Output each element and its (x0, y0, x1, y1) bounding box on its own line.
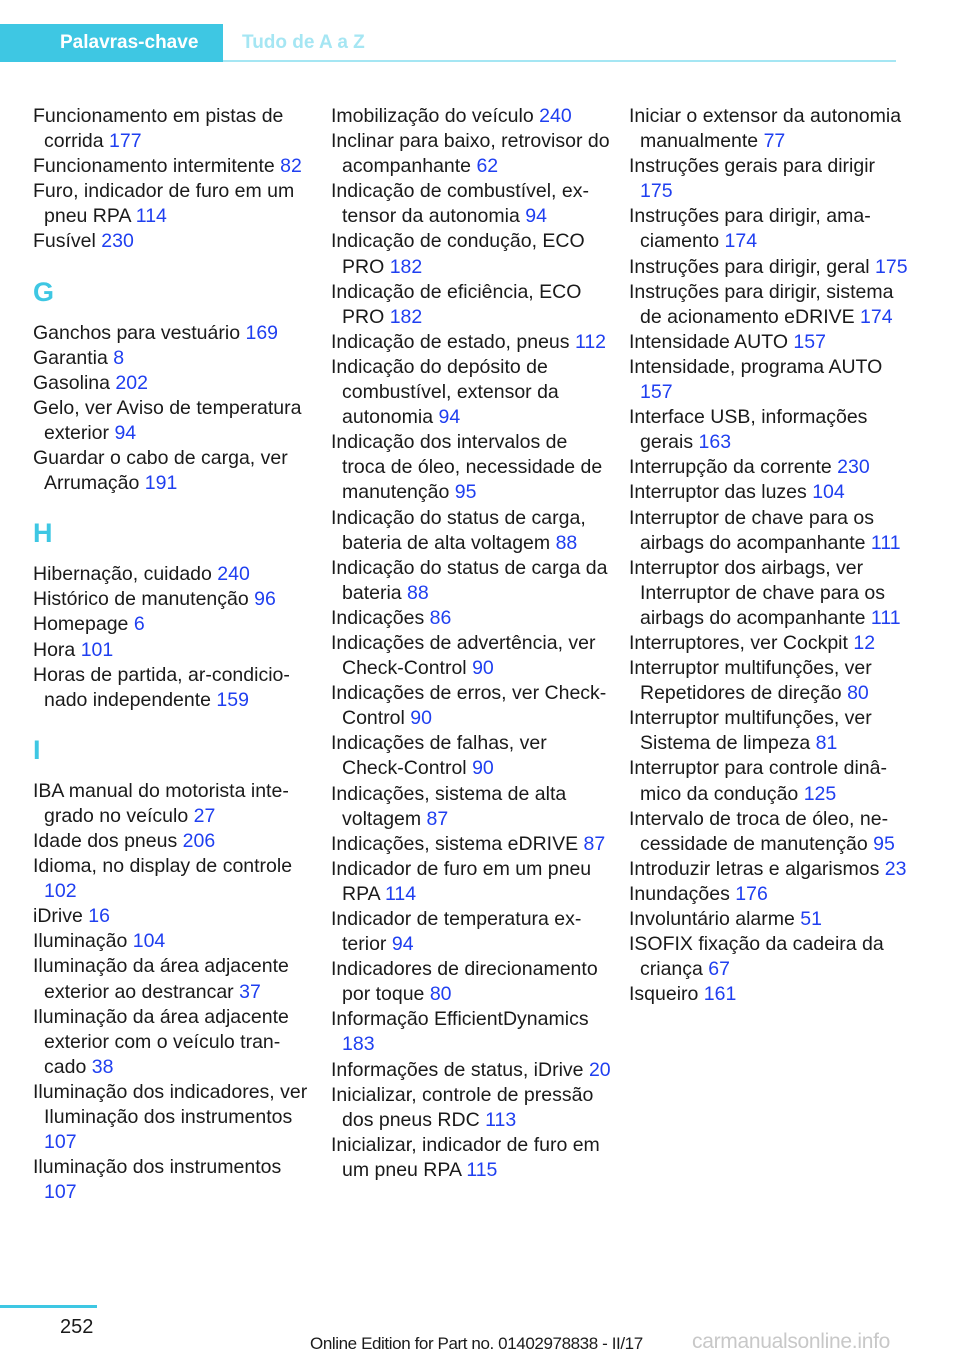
index-entry (629, 756, 909, 806)
page-link[interactable]: 88 (555, 531, 578, 554)
entry-term: Indicador de furo em um pneu RPA (331, 857, 592, 905)
page-link[interactable]: 230 (101, 230, 134, 253)
footer-divider (0, 1305, 97, 1308)
page-link[interactable]: 82 (280, 155, 302, 178)
page-link[interactable]: 240 (217, 563, 250, 586)
entry-term: Imobilização do veículo (331, 105, 534, 127)
index-entry (629, 907, 909, 932)
page-link[interactable]: 94 (114, 421, 137, 444)
page-link[interactable]: 182 (389, 255, 423, 278)
entry-term: Indicações de erros, ver Check-Control (331, 682, 607, 730)
entry-term: Inicializar, indicador de furo em um pneu RPA (331, 1133, 600, 1181)
index-entry (331, 1083, 611, 1133)
page-link[interactable]: 90 (410, 707, 432, 730)
index-entry (33, 154, 313, 179)
index-entry (33, 1005, 313, 1080)
page-link[interactable]: 94 (438, 406, 461, 429)
page-link[interactable]: 159 (216, 688, 249, 711)
page-link[interactable]: 94 (525, 205, 547, 228)
page-link[interactable]: 96 (254, 588, 276, 611)
index-entry (33, 179, 313, 229)
entry-term: Indicações de advertência, ver Check-Control (331, 631, 596, 680)
index-entry (629, 104, 909, 154)
entry-term: Instruções para dirigir, amaciamento (629, 205, 871, 253)
page-link[interactable]: 6 (133, 613, 145, 636)
index-entry (629, 204, 909, 254)
entry-term: Informações de status, iDrive (331, 1058, 584, 1081)
index-entry (331, 832, 611, 857)
entry-term: Homepage (33, 613, 129, 636)
index-entry (33, 396, 313, 446)
page-link[interactable]: 115 (466, 1158, 498, 1181)
page-link[interactable]: 101 (80, 638, 114, 661)
page-link[interactable]: 157 (640, 381, 673, 404)
section-letter: I (33, 734, 41, 765)
entry-term: Involuntário alarme (629, 908, 795, 930)
index-entry (629, 982, 909, 1007)
page-link[interactable]: 90 (472, 757, 494, 780)
index-entry (331, 957, 611, 1007)
index-column-1 (33, 104, 313, 1205)
page-link[interactable]: 87 (426, 807, 449, 830)
index-entry (331, 104, 611, 129)
index-entry (33, 446, 313, 496)
page-link[interactable]: 169 (245, 321, 279, 344)
index-entry (331, 631, 611, 681)
index-entry (629, 255, 909, 280)
page-link[interactable]: 191 (144, 472, 178, 495)
entry-term: Indicações, sistema eDRIVE (331, 832, 579, 855)
page-link[interactable]: 174 (724, 230, 758, 253)
entry-term: Funcionamento em pistas de corrida (33, 105, 284, 153)
entry-term: Indicação de combustível, extensor da autonomia (331, 180, 589, 228)
index-entry (33, 954, 313, 1004)
entry-term: Instruções para dirigir, sistema de acionamento eDRIVE (629, 280, 894, 328)
page-link[interactable]: 107 (44, 1181, 77, 1204)
entry-term: Indicações, sistema de alta voltagem (331, 782, 567, 830)
index-entry (33, 321, 313, 346)
entry-term: Hora (33, 638, 76, 661)
index-entry (629, 330, 909, 355)
page-link[interactable]: 80 (429, 983, 452, 1006)
entry-term: Funcionamento intermitente (33, 155, 275, 178)
page-link[interactable]: 111 (870, 531, 901, 554)
entry-term: Indicação do status de carga, bateria de alta voltagem (331, 506, 586, 554)
index-entry (33, 229, 313, 254)
index-column-2 (331, 104, 611, 1183)
page-link[interactable]: 157 (793, 330, 826, 353)
page-link[interactable]: 38 (91, 1055, 114, 1078)
page-link[interactable]: 87 (583, 832, 606, 855)
header-divider (223, 60, 896, 62)
entry-term: Indicador de temperatura exterior (331, 908, 582, 956)
page-link[interactable]: 206 (182, 829, 216, 852)
index-entry (33, 854, 313, 904)
entry-term: Iluminação da área adjacente exterior com o veículo trancado (33, 1005, 289, 1078)
entry-term: Indicação de condução, ECO PRO (331, 230, 585, 278)
page-link[interactable]: 90 (472, 657, 494, 680)
page-link[interactable]: 240 (539, 105, 572, 127)
index-entry (331, 907, 611, 957)
page-link[interactable]: 27 (193, 804, 216, 827)
entry-term: ISOFIX fixação da cadeira da criança (629, 933, 884, 981)
page-link[interactable]: 114 (135, 205, 167, 228)
index-entry (331, 731, 611, 781)
entry-term: Histórico de manutenção (33, 588, 249, 611)
index-entry (629, 631, 909, 656)
page-link[interactable]: 20 (588, 1058, 611, 1081)
entry-term: Interruptor para controle dinâmico da condução (629, 757, 887, 805)
entry-term: Garantia (33, 346, 108, 369)
page-link[interactable]: 114 (385, 882, 417, 905)
index-entry (33, 929, 313, 954)
index-entry (629, 455, 909, 480)
index-entry (33, 346, 313, 371)
entry-term: Iluminação da área adjacente exterior ao destrancar (33, 955, 289, 1003)
page-link[interactable]: 86 (429, 606, 452, 629)
entry-term: Interruptor de chave para os airbags do acompanhante (629, 506, 874, 554)
section-letter: G (33, 276, 55, 307)
entry-term: Interruptor multifunções, ver Sistema de limpeza (629, 707, 872, 755)
index-entry (629, 506, 909, 556)
index-entry (331, 782, 611, 832)
watermark: carmanualsonline.info (692, 1330, 890, 1353)
page-link[interactable]: 77 (763, 130, 786, 153)
index-entry (331, 229, 611, 279)
entry-term: Introduzir letras e algarismos (629, 857, 880, 880)
index-entry (33, 562, 313, 587)
index-entry (629, 556, 909, 631)
entry-term: Inundações (629, 882, 730, 905)
page-link[interactable]: 88 (407, 581, 429, 604)
index-entry (33, 1080, 313, 1155)
entry-term: Interruptor das luzes (629, 481, 807, 504)
tab-palavras-chave[interactable]: Palavras-chave (0, 24, 223, 62)
entry-term: Indicação de eficiência, ECO PRO (331, 280, 582, 328)
page-link[interactable]: 107 (44, 1131, 77, 1154)
entry-term: Idioma, no display de controle (33, 855, 293, 878)
index-entry (331, 556, 611, 606)
page-link[interactable]: 62 (476, 155, 499, 178)
page-link[interactable]: 102 (44, 880, 77, 903)
index-entry (629, 154, 909, 204)
index-entry (33, 779, 313, 829)
entry-term: Indicações (331, 606, 425, 629)
page-header (0, 24, 896, 62)
index-entry (629, 706, 909, 756)
page-link[interactable]: 113 (485, 1108, 517, 1131)
entry-term: Gasolina (33, 371, 110, 394)
entry-term: Isqueiro (629, 983, 699, 1006)
page-link[interactable]: 182 (389, 305, 423, 328)
index-entry (33, 663, 313, 713)
entry-term: Gelo, ver Aviso de temperatura exterior (33, 396, 302, 444)
page-link[interactable]: 202 (115, 371, 148, 394)
index-entry (331, 330, 611, 355)
entry-term: Iluminação dos indicadores, ver Iluminação dos instrumentos (33, 1080, 308, 1128)
entry-term: iDrive (33, 905, 83, 928)
page-link[interactable]: 163 (698, 431, 732, 454)
page-link[interactable]: 175 (640, 180, 673, 203)
entry-term: Indicações de falhas, ver Check-Control (331, 732, 547, 780)
index-entry (629, 807, 909, 857)
entry-term: Horas de partida, ar-condicionado independente (33, 663, 290, 711)
page-link[interactable]: 177 (109, 130, 142, 153)
entry-term: Interruptor multifunções, ver Repetidores de direção (629, 657, 872, 705)
page-link[interactable]: 175 (875, 255, 908, 278)
index-column-3 (629, 104, 909, 1007)
entry-term: Iluminação (33, 930, 128, 953)
page-link[interactable]: 67 (708, 958, 730, 981)
page-link[interactable]: 174 (860, 305, 893, 328)
tab-tudo-de-a-a-z[interactable]: Tudo de A a Z (242, 32, 365, 53)
entry-term: Intensidade, programa AUTO (629, 355, 883, 378)
entry-term: Iniciar o extensor da autonomia manualmente (629, 105, 902, 153)
page-link[interactable]: 125 (803, 782, 837, 805)
page-link[interactable]: 104 (812, 481, 845, 504)
index-entry (33, 612, 313, 637)
index-entry (331, 857, 611, 907)
page-link[interactable]: 230 (837, 456, 870, 479)
page-link[interactable]: 112 (574, 330, 607, 353)
index-entry (33, 904, 313, 929)
entry-term: Intensidade AUTO (629, 330, 788, 353)
entry-term: Inicializar, controle de pressão dos pneus RDC (331, 1083, 594, 1131)
page-link[interactable]: 95 (873, 832, 895, 855)
index-entry (629, 480, 909, 505)
index-entry (629, 882, 909, 907)
section-letter: H (33, 518, 53, 549)
entry-term: Guardar o cabo de carga, ver Arrumação (33, 447, 288, 495)
index-entry (331, 1058, 611, 1083)
entry-term: Interface USB, informações gerais (629, 406, 868, 454)
page-link[interactable]: 94 (391, 933, 414, 956)
page-link[interactable]: 183 (342, 1033, 375, 1056)
index-entry (331, 506, 611, 556)
page-link[interactable]: 8 (113, 346, 125, 369)
entry-term: Instruções para dirigir, geral (629, 255, 870, 278)
index-entry (331, 430, 611, 505)
index-entry (629, 857, 909, 882)
page-number: 252 (60, 1316, 94, 1338)
page-link[interactable]: 37 (239, 980, 261, 1003)
entry-term: Indicação do depósito de combustível, extensor da autonomia (331, 355, 559, 429)
entry-term: Instruções gerais para dirigir (629, 155, 876, 178)
entry-term: Ganchos para vestuário (33, 321, 241, 344)
index-entry (331, 681, 611, 731)
index-entry (33, 371, 313, 396)
entry-term: Informação EfficientDynamics (331, 1008, 589, 1031)
entry-term: IBA manual do motorista integrado no veículo (33, 779, 289, 827)
page-link[interactable]: 161 (703, 983, 737, 1006)
index-entry (331, 129, 611, 179)
index-entry (331, 606, 611, 631)
entry-term: Iluminação dos instrumentos (33, 1156, 282, 1179)
entry-term: Interrupção da corrente (629, 456, 832, 479)
index-entry (33, 104, 313, 154)
entry-term: Hibernação, cuidado (33, 563, 212, 586)
entry-term: Idade dos pneus (33, 829, 178, 852)
page-link[interactable]: 81 (815, 732, 838, 755)
index-entry (629, 355, 909, 405)
index-entry (629, 932, 909, 982)
page-link[interactable]: 104 (132, 930, 166, 953)
index-entry (331, 1133, 611, 1183)
index-entry (331, 179, 611, 229)
entry-term: Fusível (33, 230, 96, 253)
index-entry (33, 587, 313, 612)
index-entry (331, 355, 611, 430)
page-link[interactable]: 176 (735, 882, 768, 905)
entry-term: Indicação de estado, pneus (331, 330, 570, 353)
index-entry (331, 1007, 611, 1057)
page-link[interactable]: 95 (454, 481, 477, 504)
entry-term: Interruptor dos airbags, ver Interruptor de chave para os airbags do acompanhante (629, 556, 885, 629)
page-link[interactable]: 111 (870, 606, 901, 629)
entry-term: Furo, indicador de furo em um pneu RPA (33, 180, 295, 228)
index-entry (629, 405, 909, 455)
entry-term: Indicação dos intervalos de troca de óleo, necessidade de manutenção (331, 431, 603, 504)
entry-term: Indicadores de direcionamento por toque (331, 958, 598, 1006)
index-entry (331, 280, 611, 330)
entry-term: Indicação do status de carga da bateria (331, 556, 608, 604)
page-link[interactable]: 51 (800, 908, 822, 930)
index-entry (629, 656, 909, 706)
page-link[interactable]: 16 (88, 905, 110, 928)
page-link[interactable]: 80 (847, 682, 869, 705)
page-link[interactable]: 12 (853, 631, 876, 654)
entry-term: Intervalo de troca de óleo, necessidade de manutenção (629, 807, 889, 855)
index-entry (33, 638, 313, 663)
entry-term: Interruptores, ver Cockpit (629, 631, 848, 654)
edition-label: Online Edition for Part no. 01402978838 - II/17 (310, 1334, 643, 1353)
entry-term: Inclinar para baixo, retrovisor do acompanhante (331, 130, 610, 178)
index-entry (629, 280, 909, 330)
index-entry (33, 1155, 313, 1205)
page-link[interactable]: 23 (884, 857, 907, 880)
index-entry (33, 829, 313, 854)
